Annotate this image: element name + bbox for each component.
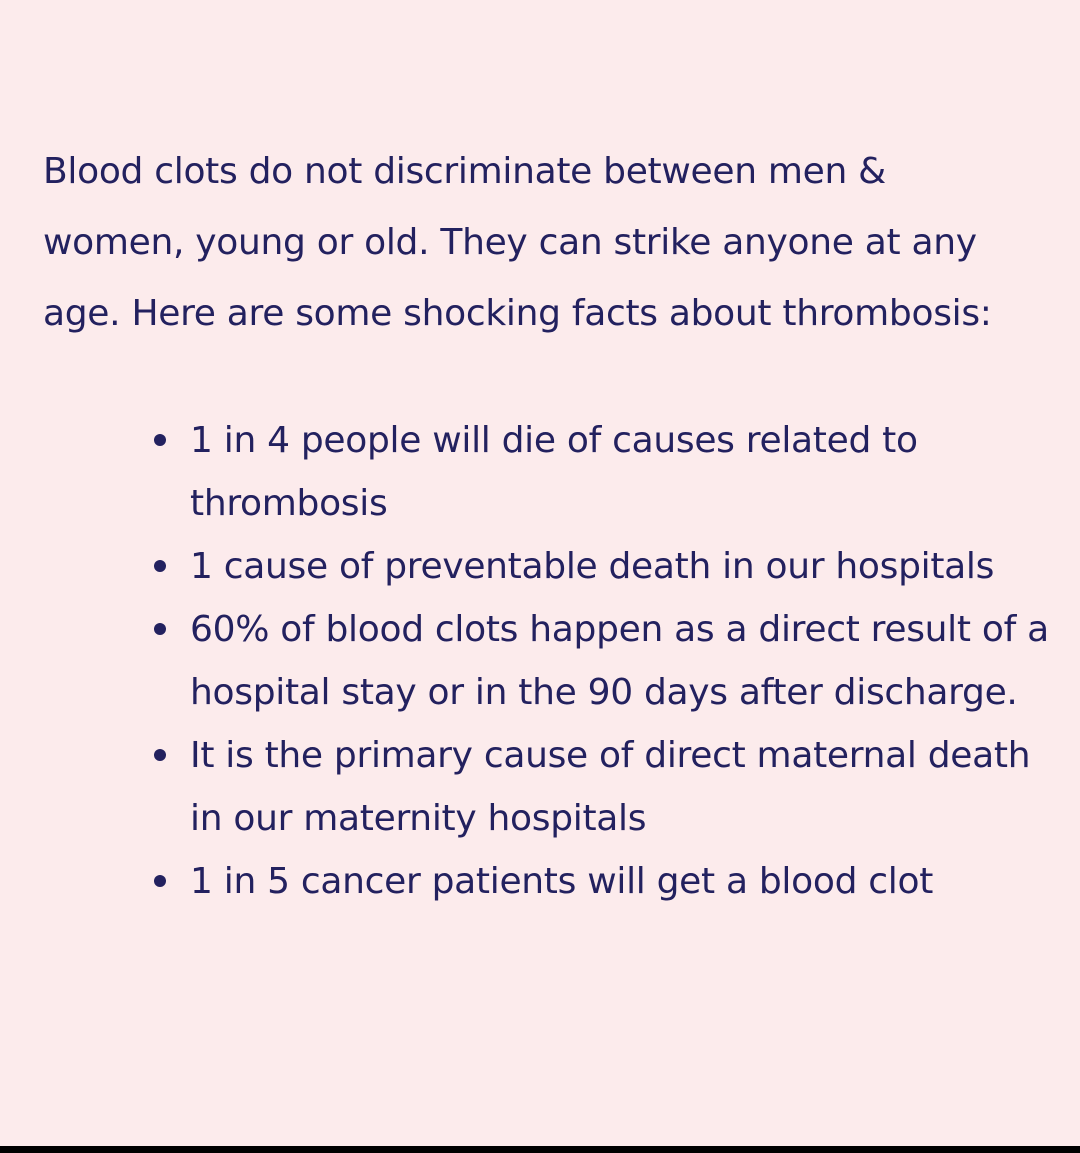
intro-paragraph: Blood clots do not discriminate between men & women, young or old. They can strike anyone at any age. Here are some shocking facts about thrombosis: xyxy=(43,151,992,334)
fact-text: 1 cause of preventable death in our hospitals xyxy=(190,546,995,587)
list-item xyxy=(190,535,1060,598)
bottom-edge-bar xyxy=(0,1146,1080,1153)
fact-text: It is the primary cause of direct maternal death in our maternity hospitals xyxy=(190,735,1031,839)
fact-text: 1 in 5 cancer patients will get a blood clot xyxy=(190,861,934,902)
bullet-icon xyxy=(154,623,166,635)
list-item xyxy=(190,409,1060,535)
article-content xyxy=(43,136,1053,902)
fact-text: 60% of blood clots happen as a direct result of a hospital stay or in the 90 days after discharge. xyxy=(190,609,1049,713)
list-item xyxy=(190,724,1060,850)
facts-list xyxy=(190,409,1060,913)
bullet-icon xyxy=(154,875,166,887)
bullet-icon xyxy=(154,434,166,446)
bullet-icon xyxy=(154,560,166,572)
bullet-icon xyxy=(154,749,166,761)
fact-text: 1 in 4 people will die of causes related to thrombosis xyxy=(190,420,918,524)
list-item xyxy=(190,850,1060,913)
list-item xyxy=(190,598,1060,724)
